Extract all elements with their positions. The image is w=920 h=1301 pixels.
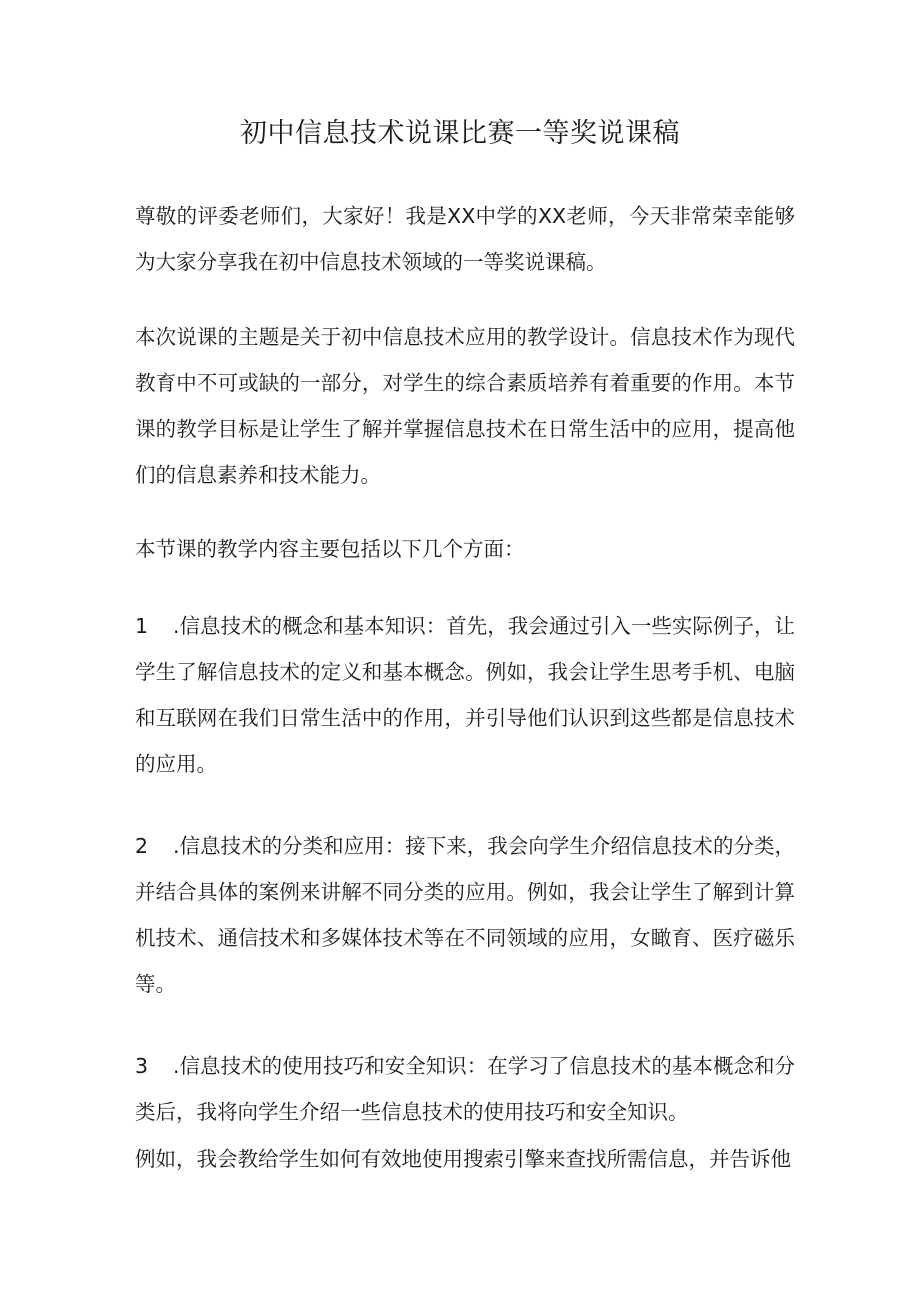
- list-item: [135, 823, 795, 1007]
- intro-paragraph: 尊敬的评委老师们，大家好！我是XX中学的XX老师，今天非常荣幸能够为大家分享我在初中信息技术领域的一等奖说课稿。: [135, 204, 795, 274]
- content-intro-paragraph: 本节课的教学内容主要包括以下几个方面：: [135, 537, 525, 561]
- list-item-number: 3: [135, 1054, 149, 1078]
- document-title: 初中信息技术说课比赛一等奖说课稿: [240, 118, 680, 149]
- list-item: [135, 1043, 795, 1135]
- list-item: [135, 603, 795, 787]
- list-item-number: 1: [135, 614, 149, 638]
- list-item-text: .信息技术的使用技巧和安全知识：在学习了信息技术的基本概念和分类后，我将向学生介绍一些信息技术的使用技巧和安全知识。: [135, 1054, 795, 1124]
- list-item-number: 2: [135, 834, 149, 858]
- topic-paragraph: 本次说课的主题是关于初中信息技术应用的教学设计。信息技术作为现代教育中不可或缺的一部分，对学生的综合素质培养有着重要的作用。本节课的教学目标是让学生了解并掌握信息技术在日常生活中的应用，提高他们的信息素养和技术能力。: [135, 325, 795, 487]
- list-item-text: .信息技术的概念和基本知识：首先，我会通过引入一些实际例子，让学生了解信息技术的定义和基本概念。例如，我会让学生思考手机、电脑和互联网在我们日常生活中的作用，并引导他们认识到这些都是信息技术的应用。: [135, 614, 795, 776]
- trailing-paragraph: 例如，我会教给学生如何有效地使用搜索引擎来查找所需信息，并告诉他: [135, 1147, 791, 1171]
- list-item-text: .信息技术的分类和应用：接下来，我会向学生介绍信息技术的分类，并结合具体的案例来讲解不同分类的应用。例如，我会让学生了解到计算机技术、通信技术和多媒体技术等在不同领域的应用，女瞰育、医疗磁乐等。: [135, 834, 795, 996]
